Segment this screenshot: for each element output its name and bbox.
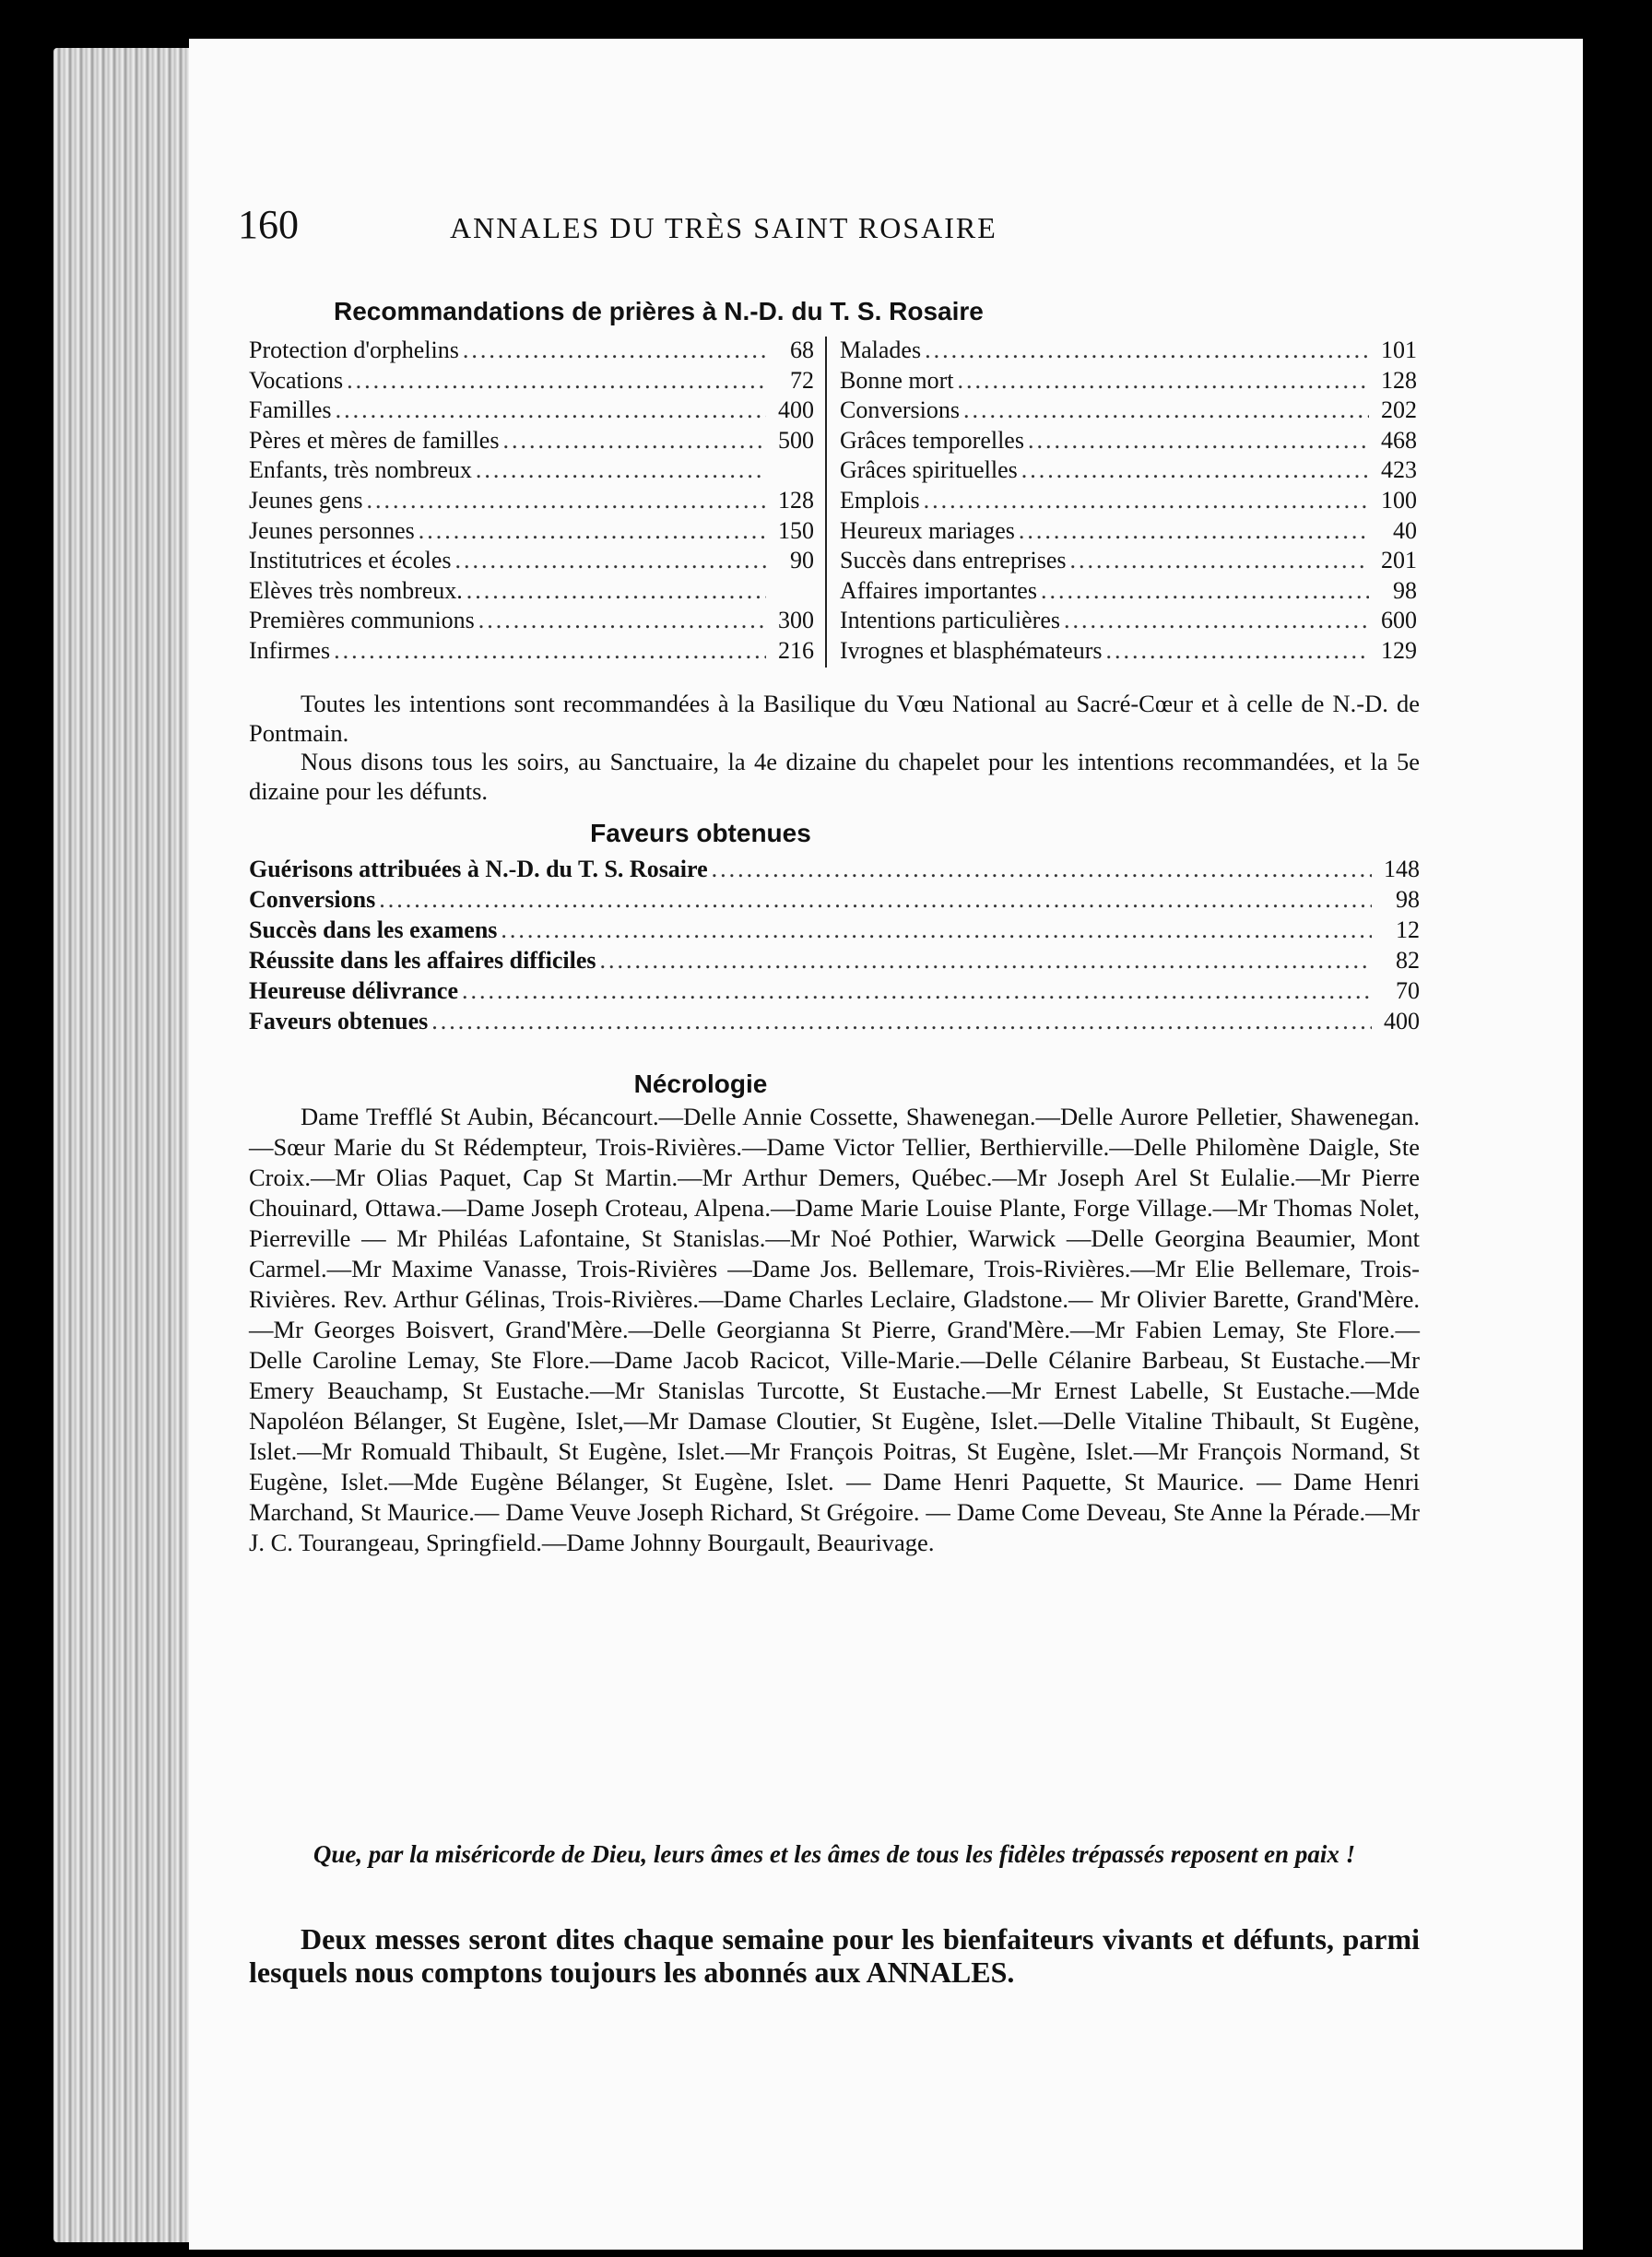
list-item: Vocations ..... 72	[249, 367, 814, 397]
list-item: Réussite dans les affaires difficiles ..... 82	[249, 947, 1420, 977]
rosary-note: Nous disons tous les soirs, au Sanctuaire, la 4e dizaine du chapelet pour les intentions recommandées, et la 5e dizaine pour les défunts.	[249, 748, 1420, 805]
running-title: ANNALES DU TRÈS SAINT ROSAIRE	[450, 211, 997, 244]
list-item: Grâces temporelles ..... 468	[840, 427, 1417, 457]
list-item: Intentions particulières ..... 600	[840, 607, 1417, 637]
recommendations-title: Recommandations de prières à N.-D. du T. S. Rosaire	[334, 297, 984, 325]
page-number: 160	[238, 202, 299, 247]
list-item: Institutrices et écoles ..... 90	[249, 547, 814, 577]
necrology-closing-prayer: Que, par la miséricorde de Dieu, leurs âmes et les âmes de tous les fidèles trépassés reposent en paix !	[313, 1840, 1356, 1868]
list-item: Faveurs obtenues ..... 400	[249, 1008, 1420, 1038]
list-item: Conversions ..... 202	[840, 396, 1417, 427]
list-item: Enfants, très nombreux .....	[249, 456, 814, 487]
necrology-text: Dame Trefflé St Aubin, Bécancourt.—Delle Annie Cossette, Shawenegan.—Delle Aurore Pelletier, Shawenegan.—Sœur Marie du St Rédempteur, Trois-Rivières.—Dame Victor Tellier, Berthierville.—Delle Philomène Daigle, Ste Croix.—Mr Olias Paquet, Cap St Martin.—Mr Arthur Demers, Québec.—Mr Joseph Arel St Eulalie.—Mr Pierre Chouinard, Ottawa.—Dame Joseph Croteau, Alpena.—Dame Marie Louise Plante, Forge Village.—Mr Thomas Nolet, Pierreville — Mr Philéas Lafontaine, St Stanislas.—Mr Noé Pothier, Warwick —Delle Georgina Beaumier, Mont Carmel.—Mr Maxime Vanasse, Trois-Rivières —Dame Jos. Bellemare, Trois-Rivières.—Mr Elie Bellemare, Trois-Rivières. Rev. Arthur Gélinas, Trois-Rivières.—Dame Charles Leclaire, Gladstone.— Mr Olivier Barette, Grand'Mère.—Mr Georges Boisvert, Grand'Mère.—Delle Georgianna St Pierre, Grand'Mère.—Mr Fabien Lemay, Ste Flore.—Delle Caroline Lemay, Ste Flore.—Dame Jacob Racicot, Ville-Marie.—Delle Célanire Barbeau, St Eustache.—Mr Emery Beauchamp, St Eustache.—Mr Stanislas Turcotte, St Eustache.—Mr Ernest Labelle, St Eustache.—Mde Napoléon Bélanger, St Eugène, Islet,—Mr Damase Cloutier, St Eugène, Islet.—Delle Vitaline Thibault, St Eugène, Islet.—Mr Romuald Thibault, St Eugène, Islet.—Mr François Poitras, St Eugène, Islet.—Mr François Normand, St Eugène, Islet.—Mde Eugène Bélanger, St Eugène, Islet. — Dame Henri Paquette, St Maurice. — Dame Henri Marchand, St Maurice.— Dame Veuve Joseph Richard, St Grégoire. — Dame Come Deveau, Ste Anne la Pérade.—Mr J. C. Tourangeau, Springfield.—Dame Johnny Bourgault, Beaurivage.	[249, 1103, 1420, 1556]
list-item: Guérisons attribuées à N.-D. du T. S. Rosaire ..... 148	[249, 856, 1420, 886]
list-item: Jeunes personnes ..... 150	[249, 517, 814, 548]
list-item: Heureuse délivrance ..... 70	[249, 977, 1420, 1008]
list-item: Malades ..... 101	[840, 337, 1417, 367]
list-item: Protection d'orphelins ..... 68	[249, 337, 814, 367]
list-item: Succès dans entreprises ..... 201	[840, 547, 1417, 577]
list-item: Familles ..... 400	[249, 396, 814, 427]
masses-notice: Deux messes seront dites chaque semaine pour les bienfaiteurs vivants et défunts, parmi lesquels nous comptons toujours les abonnés aux ANNALES.	[249, 1922, 1420, 1989]
list-item: Grâces spirituelles ..... 423	[840, 456, 1417, 487]
running-header	[238, 201, 1233, 248]
recommendations-left-column	[249, 337, 827, 668]
list-item: Conversions ..... 98	[249, 886, 1420, 916]
list-item: Emplois ..... 100	[840, 487, 1417, 517]
list-item: Ivrognes et blasphémateurs ..... 129	[840, 637, 1417, 668]
list-item: Bonne mort ..... 128	[840, 367, 1417, 397]
list-item: Premières communions ..... 300	[249, 607, 814, 637]
list-item: Heureux mariages ..... 40	[840, 517, 1417, 548]
recommendations-table	[249, 337, 1429, 668]
recommendations-right-column	[827, 337, 1417, 668]
list-item: Pères et mères de familles ..... 500	[249, 427, 814, 457]
list-item: Affaires importantes ..... 98	[840, 577, 1417, 608]
basilica-note: Toutes les intentions sont recommandées à la Basilique du Vœu National au Sacré-Cœur et à celle de N.-D. de Pontmain.	[249, 690, 1420, 747]
list-item: Jeunes gens ..... 128	[249, 487, 814, 517]
list-item: Elèves très nombreux. .....	[249, 577, 814, 608]
list-item: Succès dans les examens ..... 12	[249, 916, 1420, 947]
necrology-title: Nécrologie	[633, 1069, 768, 1098]
favors-title: Faveurs obtenues	[590, 819, 811, 847]
list-item: Infirmes ..... 216	[249, 637, 814, 668]
favors-list	[249, 856, 1420, 1038]
book-page-edges	[53, 48, 210, 2242]
intentions-note	[249, 690, 1420, 806]
